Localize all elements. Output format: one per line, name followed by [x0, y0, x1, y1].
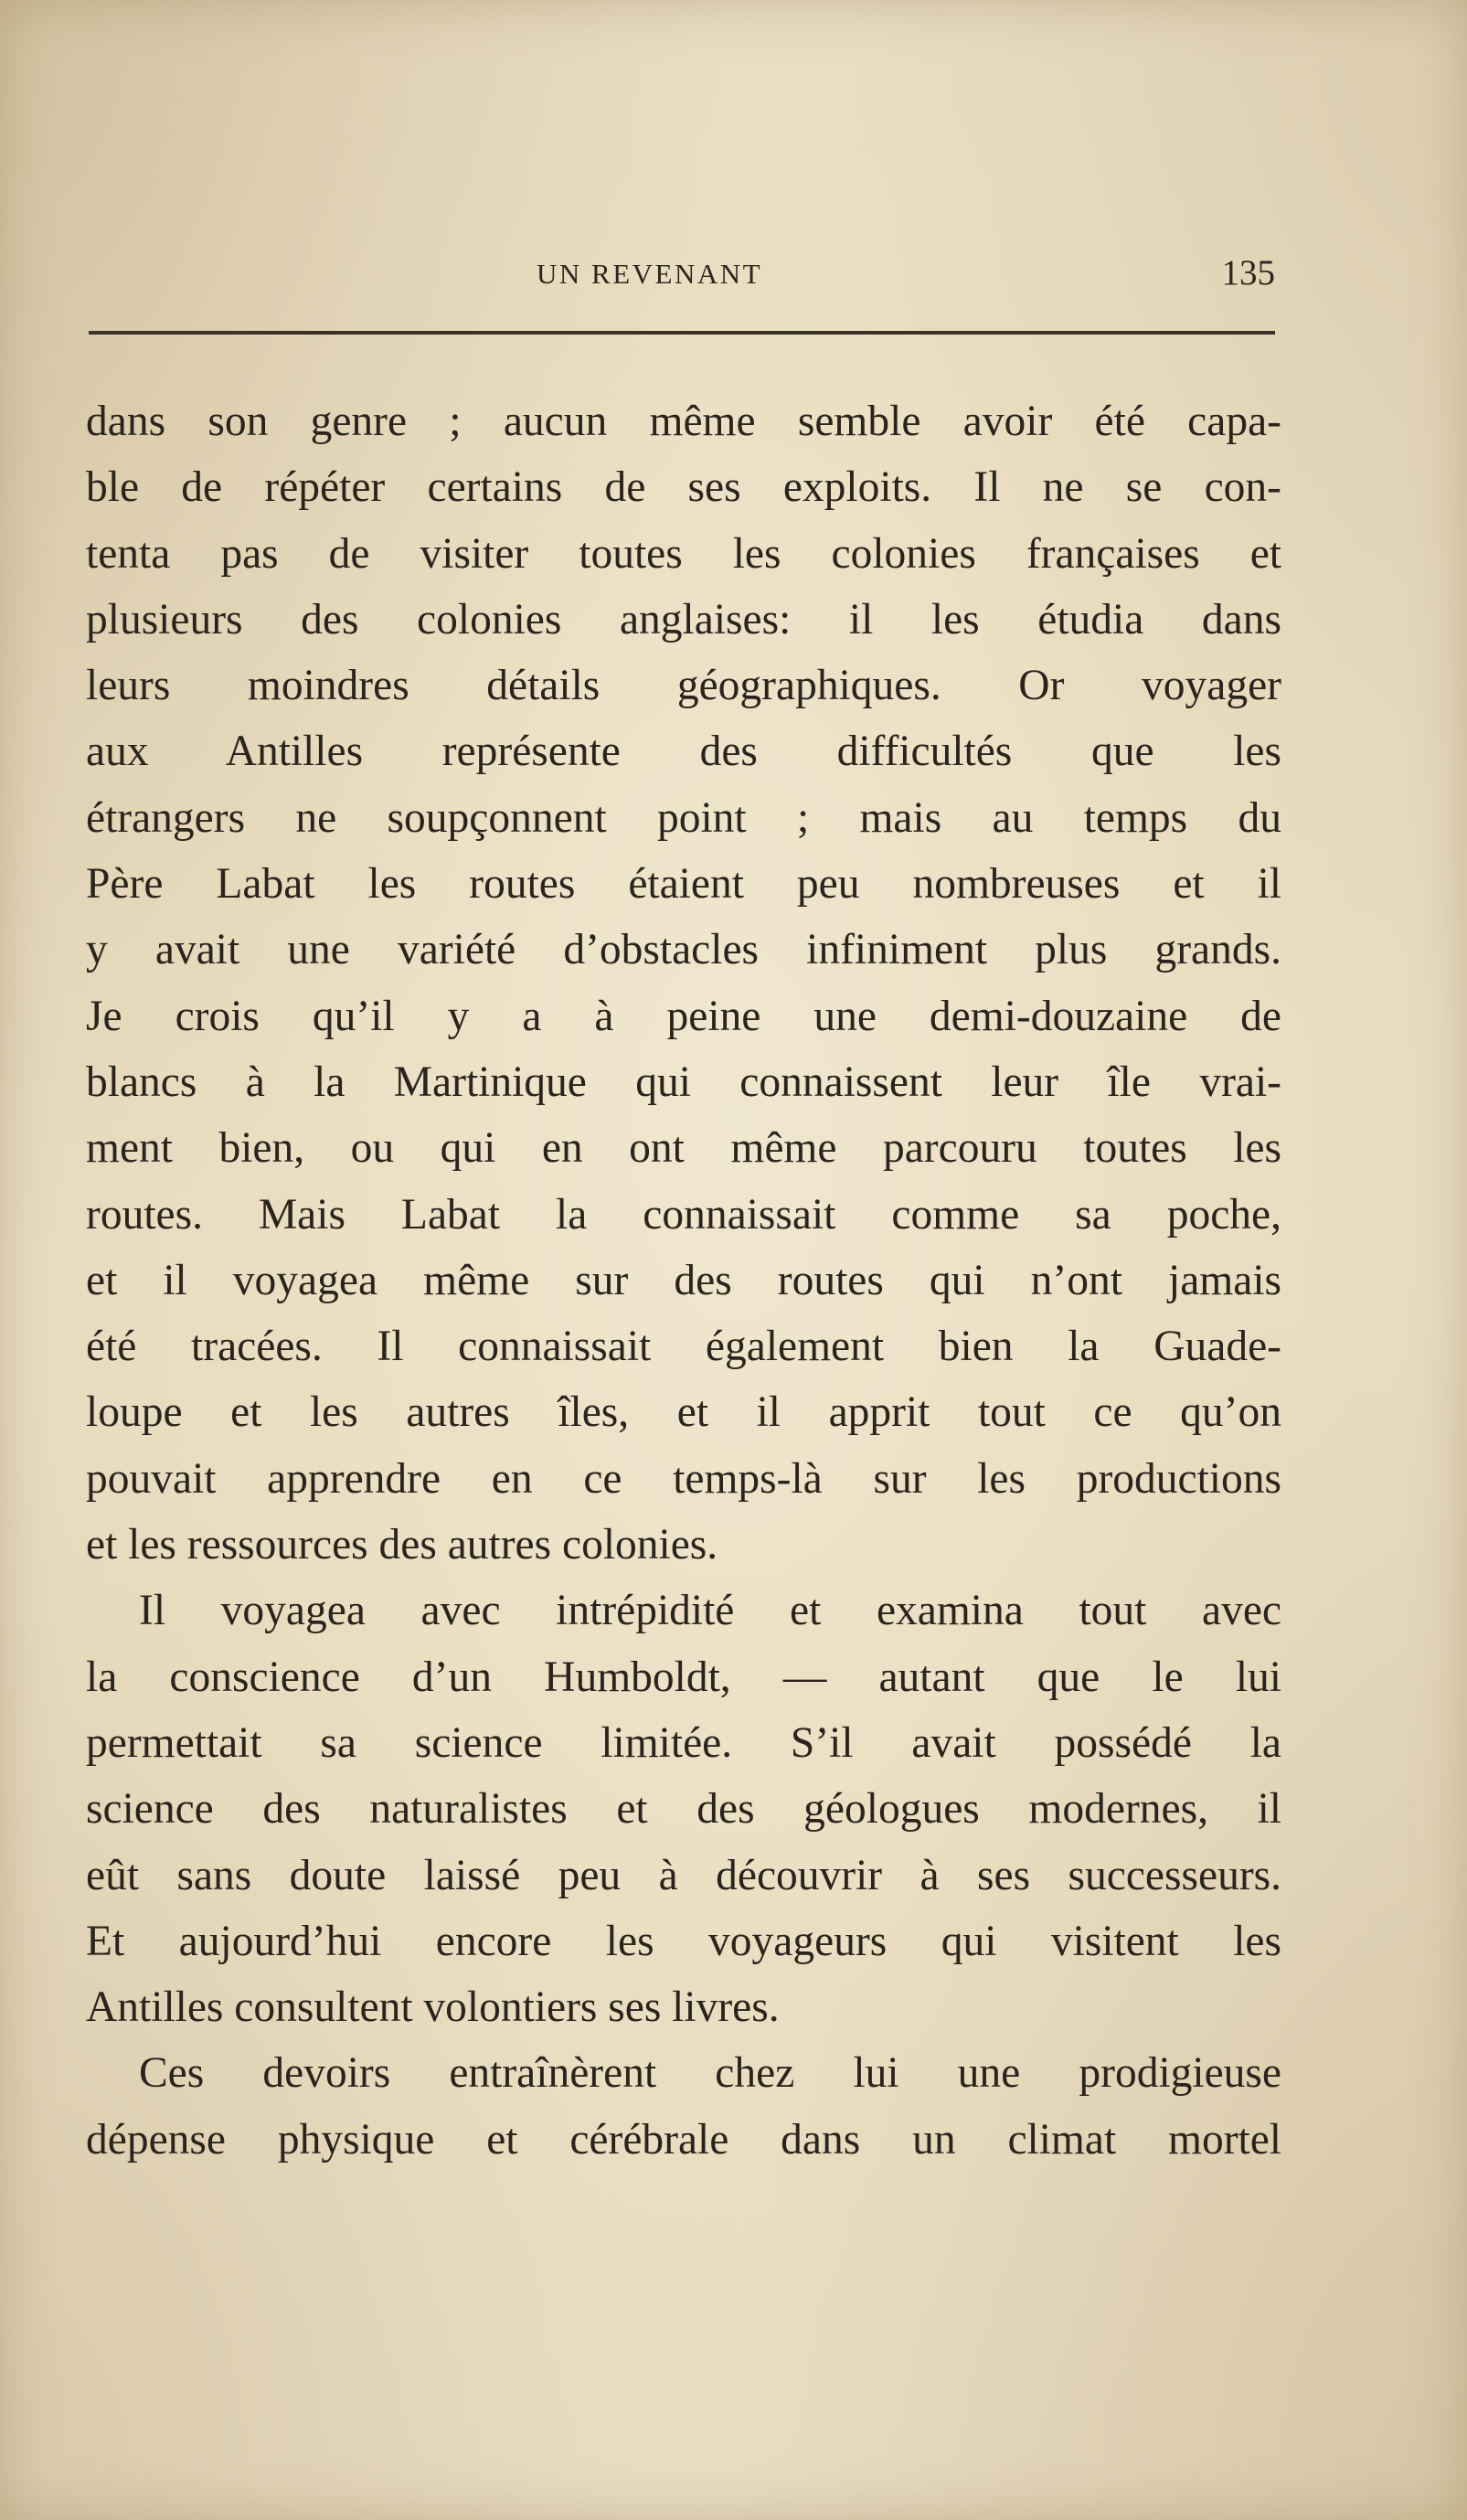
text-line: routes. Mais Labat la connaissait comme sa poche, [86, 1190, 1281, 1239]
text-line: ment bien, ou qui en ont même parcouru toutes les [86, 1124, 1281, 1173]
text-line: Père Labat les routes étaient peu nombreuses et il [86, 860, 1281, 909]
text-line: et il voyagea même sur des routes qui n’ont jamais [86, 1256, 1281, 1304]
text-line: aux Antilles représente des difficultés que les [86, 728, 1281, 776]
text-line: dans son genre ; aucun même semble avoir été capa- [86, 398, 1281, 445]
text-line: plusieurs des colonies anglaises: il les étudia dans [86, 595, 1281, 643]
text-line: étrangers ne soupçonnent point ; mais au temps du [86, 793, 1281, 842]
header-rule [89, 331, 1275, 335]
text-line: blancs à la Martinique qui connaissent leur île vrai- [86, 1058, 1281, 1106]
text-line: dépense physique et cérébrale dans un climat mortel [86, 2115, 1281, 2164]
text-line: pouvait apprendre en ce temps-là sur les productions [86, 1454, 1281, 1503]
text-line: Il voyagea avec intrépidité et examina tout avec [139, 1587, 1281, 1635]
text-line: été tracées. Il connaissait également bien la Guade- [86, 1323, 1281, 1371]
page-number: 135 [1221, 253, 1275, 292]
body-text [86, 388, 1281, 2173]
text-line: tenta pas de visiter toutes les colonies françaises et [86, 529, 1281, 578]
text-line: science des naturalistes et des géologues modernes, il [86, 1785, 1281, 1834]
page-header [87, 253, 1275, 313]
text-line: Antilles consultent volontiers ses livres. [86, 1983, 780, 2032]
text-line: et les ressources des autres colonies. [86, 1521, 718, 1569]
text-line: Et aujourd’hui encore les voyageurs qui visitent les [86, 1917, 1281, 1965]
text-line: y avait une variété d’obstacles infiniment plus grands. [86, 926, 1281, 974]
text-line: Ces devoirs entraînèrent chez lui une prodigieuse [139, 2049, 1281, 2098]
text-line: Je crois qu’il y a à peine une demi-douzaine de [86, 992, 1281, 1040]
text-line: leurs moindres détails géographiques. Or voyager [86, 662, 1281, 710]
running-title: UN REVENANT [537, 258, 763, 290]
text-line: la conscience d’un Humboldt, — autant que le lui [86, 1653, 1281, 1701]
text-line: loupe et les autres îles, et il apprit tout ce qu’on [86, 1388, 1281, 1437]
text-line: permettait sa science limitée. S’il avait possédé la [86, 1718, 1281, 1767]
text-line: eût sans doute laissé peu à découvrir à ses successeurs. [86, 1851, 1281, 1899]
text-line: ble de répéter certains de ses exploits. Il ne se con- [86, 463, 1281, 512]
